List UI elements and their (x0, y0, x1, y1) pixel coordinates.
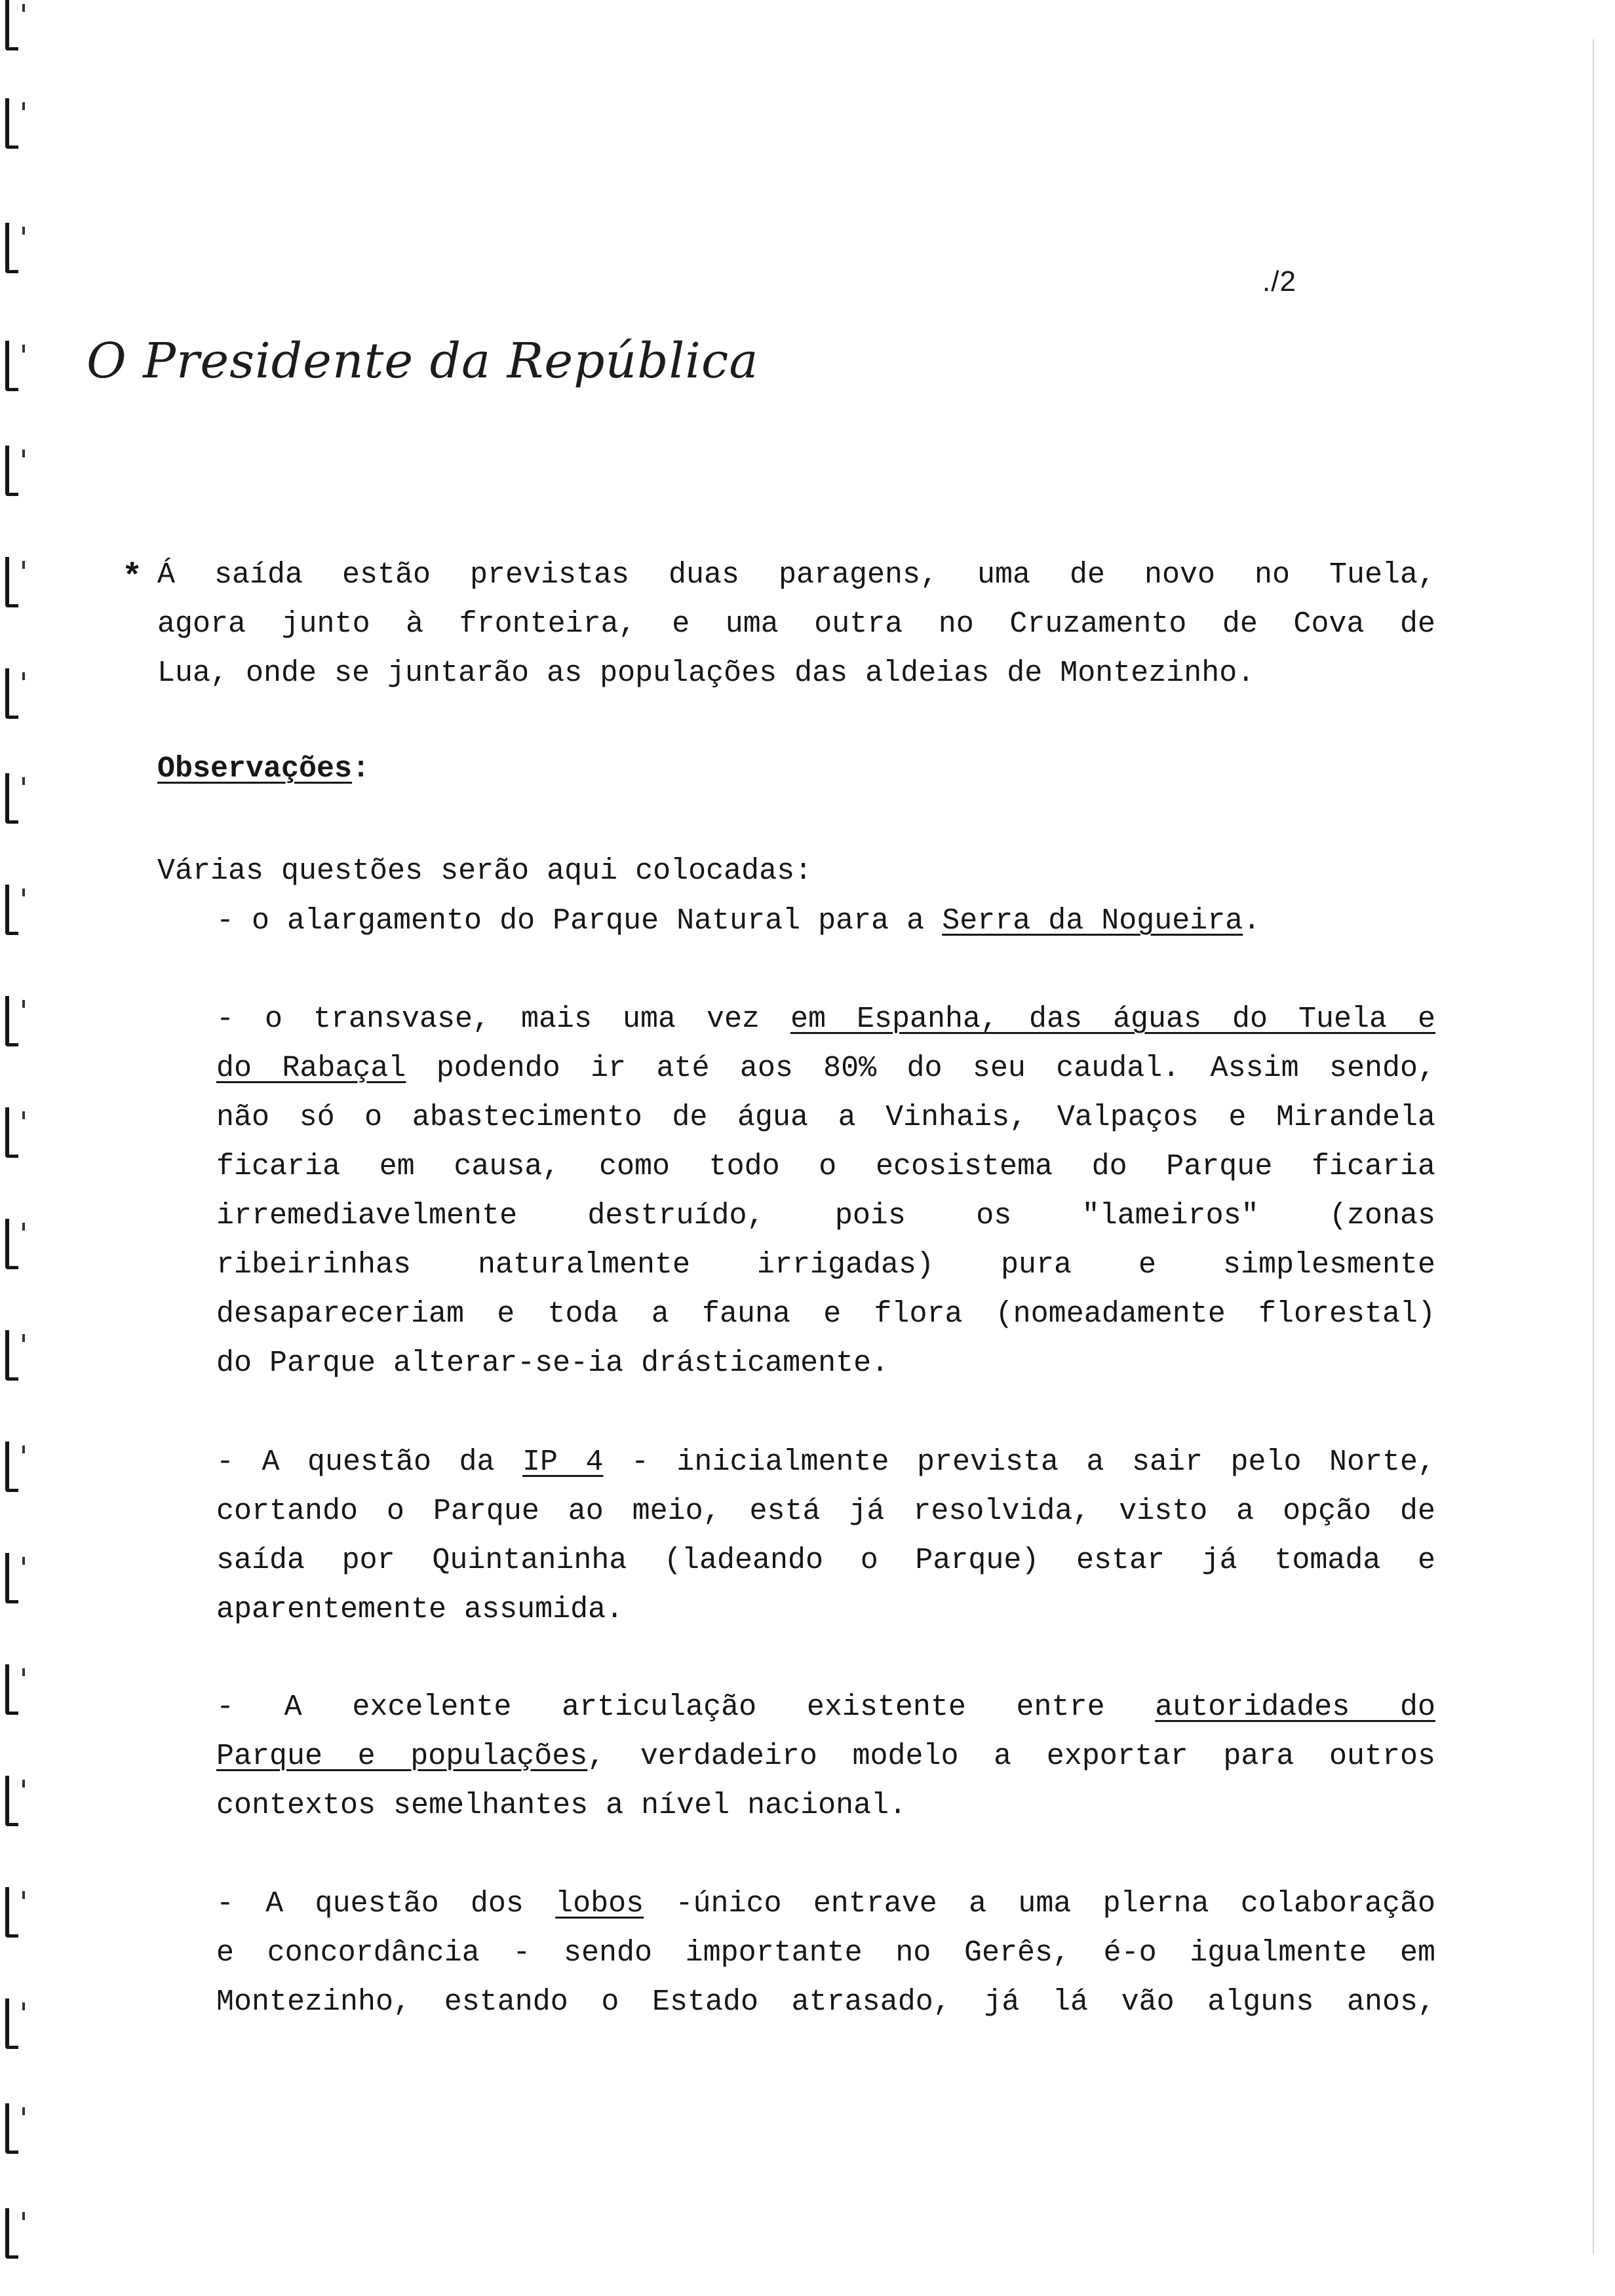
text-line: do Rabaçal podendo ir até aos 80% do seu caudal. Assim sendo, (216, 1052, 1435, 1085)
item-serra-da-nogueira (216, 896, 1435, 946)
text-line: - o alargamento do Parque Natural para a Serra da Nogueira. (216, 904, 1261, 938)
text-line: Lua, onde se juntarão as populações das aldeias de Montezinho. (157, 657, 1255, 690)
text-line: - A questão dos lobos -único entrave a uma plerna colaboração (216, 1887, 1435, 1921)
item-articulacao (216, 1683, 1435, 1830)
text-line: irremediavelmente destruído, pois os "lameiros" (zonas (216, 1199, 1435, 1233)
binding-mark (5, 996, 18, 1046)
text-line: contextos semelhantes a nível nacional. (216, 1789, 907, 1822)
binding-mark (5, 1776, 18, 1826)
item-transvase (216, 995, 1435, 1388)
text-line: Parque e populações, verdadeiro modelo a exportar para outros (216, 1740, 1435, 1773)
binding-mark (5, 2103, 18, 2154)
binding-mark (5, 1887, 18, 1938)
binding-mark (5, 1219, 18, 1269)
text-line: ribeirinhas naturalmente irrigadas) pura e simplesmente (216, 1248, 1435, 1282)
observations-heading: Observações: (157, 752, 370, 786)
binding-mark (5, 1330, 18, 1381)
text-line: cortando o Parque ao meio, está já resolvida, visto a opção de (216, 1495, 1435, 1528)
binding-mark (5, 1442, 18, 1492)
item-lobos (216, 1879, 1435, 2027)
binding-mark (5, 557, 18, 607)
text-line: Várias questões serão aqui colocadas: (157, 854, 813, 888)
text-line: saída por Quintaninha (ladeando o Parque) estar já tomada e (216, 1544, 1435, 1577)
binding-mark (5, 1664, 18, 1715)
intro-paragraph (157, 847, 1435, 896)
text-line: desapareceriam e toda a fauna e flora (nomeadamente florestal) (216, 1297, 1435, 1331)
binding-mark (5, 1553, 18, 1603)
text-line: - o transvase, mais uma vez em Espanha, das águas do Tuela e (216, 1003, 1436, 1036)
text-line: Montezinho, estando o Estado atrasado, já lá vão alguns anos, (216, 1985, 1435, 2019)
binding-mark (5, 446, 18, 496)
text-line: Á saída estão previstas duas paragens, uma de novo no Tuela, (157, 558, 1435, 592)
text-line: agora junto à fronteira, e uma outra no Cruzamento de Cova de (157, 607, 1435, 641)
binding-mark (5, 341, 18, 391)
binding-mark (5, 2208, 18, 2259)
arrival-paragraph (157, 550, 1435, 698)
item-ip4 (216, 1438, 1435, 1634)
text-line: ficaria em causa, como todo o ecosistema do Parque ficaria (216, 1150, 1435, 1183)
binding-mark (5, 98, 18, 149)
page-edge-line (1593, 39, 1594, 2254)
text-line: - A excelente articulação existente entre autoridades do (216, 1691, 1436, 1724)
binding-mark (5, 668, 18, 719)
binding-mark (5, 885, 18, 935)
page-number: ./2 (1262, 265, 1296, 297)
text-line: aparentemente assumida. (216, 1593, 624, 1626)
text-line: do Parque alterar-se-ia drásticamente. (216, 1347, 889, 1380)
text-line: e concordância - sendo importante no Gerês, é-o igualmente em (216, 1936, 1435, 1970)
text-line: não só o abastecimento de água a Vinhais, Valpaços e Mirandela (216, 1101, 1435, 1134)
letterhead-title: O Presidente da República (87, 333, 759, 389)
binding-mark (5, 773, 18, 824)
binding-mark (5, 1999, 18, 2049)
text-line: - A questão da IP 4 - inicialmente prevista a sair pelo Norte, (216, 1445, 1435, 1479)
binding-mark (5, 1107, 18, 1158)
binding-mark (5, 0, 18, 50)
bullet-asterisk: * (122, 558, 143, 597)
binding-mark (5, 223, 18, 273)
